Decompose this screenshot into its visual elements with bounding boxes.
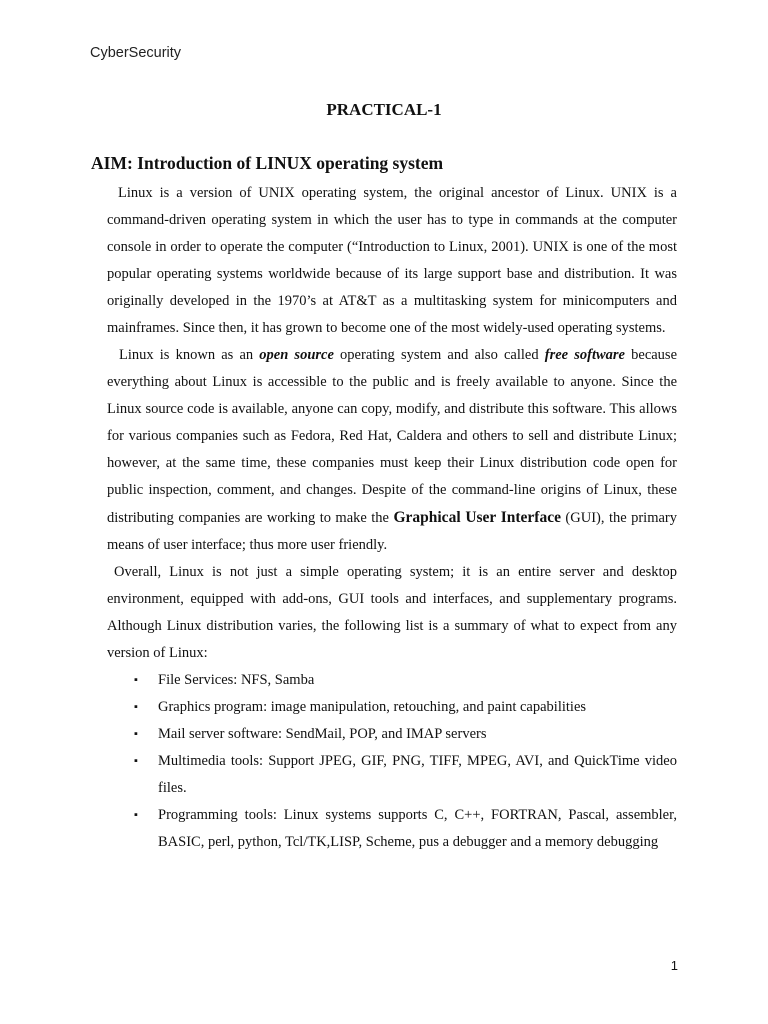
running-header: CyberSecurity [90, 45, 182, 61]
gui-emphasis: Graphical User Interface [393, 509, 561, 526]
free-software-emphasis: free software [544, 347, 625, 363]
page-number: 1 [670, 958, 678, 973]
list-item: ▪ Mail server software: SendMail, POP, and IMAP servers [158, 721, 677, 748]
paragraph-2-text-a: Linux is known as an [119, 347, 260, 363]
list-item: ▪ File Services: NFS, Samba [158, 667, 677, 694]
document-body [107, 180, 677, 856]
list-item: ▪ Multimedia tools: Support JPEG, GIF, PNG, TIFF, MPEG, AVI, and QuickTime video files. [158, 748, 677, 802]
list-item: ▪ Graphics program: image manipulation, retouching, and paint capabilities [158, 694, 677, 721]
paragraph-2 [107, 342, 677, 559]
page-title: PRACTICAL-1 [326, 100, 442, 119]
list-item: ▪ Programming tools: Linux systems supports C, C++, FORTRAN, Pascal, assembler, BASIC, perl, python, Tcl/TK,LISP, Scheme, pus a debugger and a memory debugging [158, 802, 677, 856]
open-source-emphasis: open source [259, 347, 334, 363]
paragraph-3: Overall, Linux is not just a simple operating system; it is an entire server and desktop environment, equipped with add-ons, GUI tools and interfaces, and supplementary programs. Although Linux distribution varies, the following list is a summary of what to expect from any version of Linux: [107, 564, 677, 661]
paragraph-2-text-d: (GUI), the primary means of user interface; thus more user friendly. [107, 510, 678, 553]
aim-heading: AIM: Introduction of LINUX operating system [91, 153, 444, 173]
paragraph-1: Linux is a version of UNIX operating system, the original ancestor of Linux. UNIX is a command-driven operating system in which the user has to type in commands at the computer console in order to operate the computer (“Introduction to Linux, 2001). UNIX is one of the most popular operating systems worldwide because of its large support base and distribution. It was originally developed in the 1970’s at AT&T as a multitasking system for minicomputers and mainframes. Since then, it has grown to become one of the most widely-used operating systems. [107, 185, 677, 336]
feature-list [107, 667, 677, 856]
paragraph-2-text-c: because everything about Linux is accessible to the public and is freely available to anyone. Since the Linux source code is available, anyone can copy, modify, and distribute this software. This allows for various companies such as Fedora, Red Hat, Caldera and others to sell and distribute Linux; however, at the same time, these companies must keep their Linux distribution code open for public inspection, comment, and changes. Despite of the command-line origins of Linux, these distributing companies are working to make the [107, 347, 678, 526]
paragraph-2-text-b: operating system and also called [333, 347, 545, 363]
